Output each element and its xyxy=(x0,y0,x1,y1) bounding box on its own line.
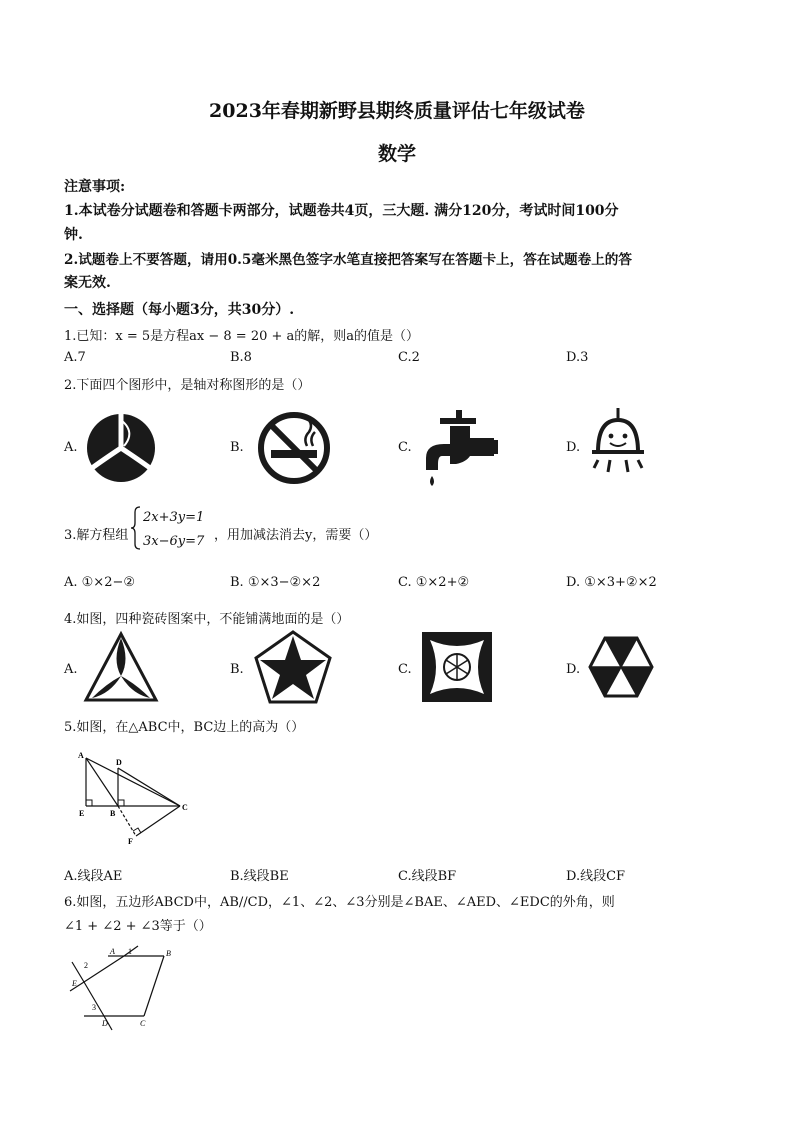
q6-label-a: A xyxy=(110,947,115,956)
q4-figure-b-icon xyxy=(254,630,332,704)
q3-stem-pre: 3.解方程组 xyxy=(64,528,129,543)
q6-label-e: E xyxy=(72,979,77,988)
notice-line-2a: 2.试题卷上不要答题，请用0.5毫米黑色签字水笔直接把答案写在答题卡上，答在试题卷上的答 xyxy=(64,252,632,268)
q6-label-1: 1 xyxy=(128,947,132,956)
q6-pentagon-figure xyxy=(64,940,194,1032)
q3-stem-post: ，用加减法消去y，需要（） xyxy=(214,528,378,543)
q3-option-b: B. ①×3−②×2 xyxy=(230,575,321,590)
notice-line-1b: 钟. xyxy=(64,227,83,243)
q5-label-e: E xyxy=(79,809,85,818)
q5-label-a: A xyxy=(78,751,84,760)
section-1-heading: 一、选择题（每小题3分，共30分）. xyxy=(64,302,295,318)
q5-option-a: A.线段AE xyxy=(64,869,123,884)
q6-label-b: B xyxy=(166,949,171,958)
q3-option-a: A. ①×2−② xyxy=(64,575,136,590)
exam-subject: 数学 xyxy=(377,143,416,165)
q2-option-c: C. xyxy=(398,440,412,455)
q6-stem-line-2: ∠1 + ∠2 + ∠3等于（） xyxy=(64,919,212,934)
q2-figure-c-icon xyxy=(420,408,502,490)
q2-figure-b-icon xyxy=(255,410,333,486)
q2-figure-d-icon xyxy=(588,406,648,488)
q1-option-c: C.2 xyxy=(398,350,420,365)
q6-stem-line-1: 6.如图，五边形ABCD中，AB//CD，∠1、∠2、∠3分别是∠BAE、∠AED、∠EDC的外角，则 xyxy=(64,895,615,910)
q6-label-3: 3 xyxy=(92,1003,96,1012)
q2-option-a: A. xyxy=(64,440,78,455)
q3-option-c: C. ①×2+② xyxy=(398,575,470,590)
q4-figure-c-icon xyxy=(420,630,494,704)
q2-stem: 2.下面四个图形中，是轴对称图形的是（） xyxy=(64,378,311,393)
notice-heading: 注意事项: xyxy=(64,179,126,195)
q4-stem: 4.如图，四种瓷砖图案中，不能铺满地面的是（） xyxy=(64,612,350,627)
notice-line-1a: 1.本试卷分试题卷和答题卡两部分，试题卷共4页，三大题. 满分120分，考试时间100分 xyxy=(64,203,619,219)
q5-label-b: B xyxy=(110,809,116,818)
q1-stem: 1.已知：x = 5是方程ax − 8 = 20 + a的解，则a的值是（） xyxy=(64,329,420,344)
q1-option-d: D.3 xyxy=(566,350,589,365)
q1-option-b: B.8 xyxy=(230,350,252,365)
q6-label-2: 2 xyxy=(84,961,88,970)
q4-option-c: C. xyxy=(398,662,412,677)
q5-option-d: D.线段CF xyxy=(566,869,626,884)
q5-label-c: C xyxy=(182,803,188,812)
q5-label-d: D xyxy=(116,758,122,767)
q5-label-f: F xyxy=(128,837,133,846)
q3-equation-2: 3x−6y=7 xyxy=(143,534,205,549)
q6-label-c: C xyxy=(140,1019,146,1028)
q5-option-c: C.线段BF xyxy=(398,869,457,884)
q4-option-d: D. xyxy=(566,662,581,677)
q4-figure-d-icon xyxy=(588,636,654,698)
q4-figure-a-icon xyxy=(84,632,158,702)
notice-line-2b: 案无效. xyxy=(64,275,111,291)
q5-triangle-figure xyxy=(74,748,194,848)
q4-option-b: B. xyxy=(230,662,244,677)
q6-label-d: D xyxy=(102,1019,108,1028)
q3-option-d: D. ①×3+②×2 xyxy=(566,575,657,590)
exam-title: 2023年春期新野县期终质量评估七年级试卷 xyxy=(209,100,585,122)
q3-brace-icon xyxy=(131,506,141,550)
q2-figure-a-icon xyxy=(84,412,158,484)
q2-option-b: B. xyxy=(230,440,244,455)
q4-option-a: A. xyxy=(64,662,78,677)
q5-stem: 5.如图，在△ABC中，BC边上的高为（） xyxy=(64,720,305,735)
q2-option-d: D. xyxy=(566,440,581,455)
q5-option-b: B.线段BE xyxy=(230,869,289,884)
q1-option-a: A.7 xyxy=(64,350,86,365)
q3-equation-1: 2x+3y=1 xyxy=(143,510,205,525)
